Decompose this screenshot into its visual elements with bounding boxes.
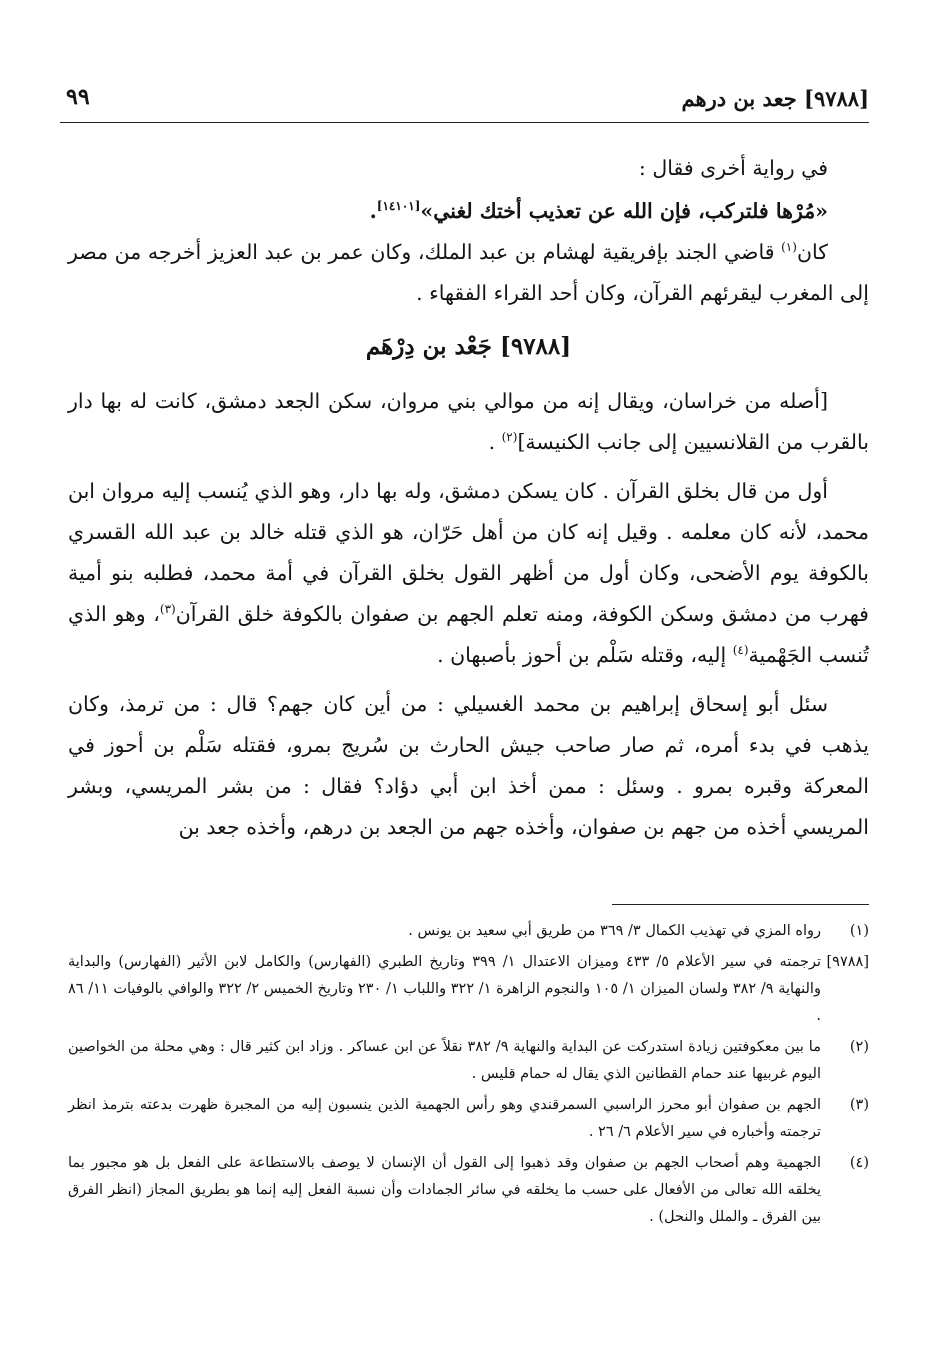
footnote-ref-4: (٤) <box>732 643 749 658</box>
paragraph-kan <box>68 232 869 314</box>
paragraph-first-c: إليه، وقتله سَلْم بن أحوز بأصبهان . <box>437 643 733 667</box>
hadith-quote <box>68 191 869 232</box>
quote-text: «مُرْها فلتركب، فإن الله عن تعذيب أختك لغني» <box>420 199 828 223</box>
footnote-marker: (٤) <box>849 1155 869 1171</box>
footnote-text: ترجمته في سير الأعلام ٥/ ٤٣٣ وميزان الاعتدال ١/ ٣٩٩ وتاريخ الطبري (الفهارس) والكامل لابن الأثير (الفهارس) والبداية والنهاية ٩/ ٣٨٢ ولسان الميزان ١/ ١٠٥ والنجوم الزاهرة ١/ ٣٢٢ واللباب ١/ ٢٣٠ وتاريخ الخميس ٢/ ٣٢٢ والوافي بالوفيات ١١/ ٨٦ . <box>68 954 822 1024</box>
footnote-ref-3: (٣) <box>159 602 176 617</box>
spacer <box>68 676 869 684</box>
paragraph-kan-start: كان <box>796 240 828 264</box>
paragraph-first-a: أول من قال بخلق القرآن . كان يسكن دمشق، وله بها دار، وهو الذي يُنسب إليه مروان ابن محمد، لأنه كان معلمه . وقيل إنه كان من أهل حَرّان، هو الذي قتله خالد بن عبد الله القسري بالكوفة يوم الأضحى، وكان أول من أظهر القول بخلق القرآن في أمة محمد، فطلبه بنو أمية فهرب من دمشق وسكن الكوفة، ومنه تعلم الجهم بن صفوان بالكوفة خلق القرآن <box>68 479 869 626</box>
footnote-text: ما بين معكوفتين زيادة استدركت عن البداية والنهاية ٩/ ٣٨٢ نقلاً عن ابن عساكر . وزاد ابن كثير قال : وهي محلة من الخواصين اليوم غربيها عند حمام القطانين الذي يقال له حمام قليس . <box>68 1039 821 1082</box>
quote-end: . <box>369 199 377 223</box>
entry-title: [٩٧٨٨] جَعْد بن دِرْهَم <box>365 333 572 360</box>
paragraph-kan-rest: قاضي الجند بإفريقية لهشام بن عبد الملك، وكان عمر بن عبد العزيز أخرجه من مصر إلى المغرب ليقرئهم القرآن، وكان أحد القراء الفقهاء . <box>68 240 869 305</box>
footnote-ref-2: (٢) <box>501 430 518 445</box>
spacer <box>68 463 869 471</box>
footnote-marker: (١) <box>849 923 869 939</box>
paragraph-origin-end: . <box>488 430 502 454</box>
footnote-entry <box>68 949 869 1030</box>
footnote-rule <box>612 904 869 905</box>
paragraph-first-b: ، وهو الذي تُنسب الجَهْمية <box>68 602 869 667</box>
page-header <box>60 82 869 123</box>
footnote-marker: (٢) <box>849 1039 869 1055</box>
paragraph-question: سئل أبو إسحاق إبراهيم بن محمد الغسيلي : من أين كان جهم؟ قال : من ترمذ، وكان يذهب في بدء أمره، ثم صار صاحب جيش الحارث بن سُريج بمرو، فقتله سَلْم بن أحوز في المعركة وقبره بمرو . وسئل : ممن أخذ ابن أبي دؤاد؟ فقال : من بشر المريسي، وبشر المريسي أخذه من جهم بن صفوان، وأخذه جهم من الجعد بن درهم، وأخذه جعد بن <box>68 692 869 839</box>
paragraph-intro: في رواية أخرى فقال : <box>638 156 828 180</box>
running-head: [٩٧٨٨] جعد بن درهم <box>681 86 869 111</box>
footnotes <box>68 918 869 1235</box>
paragraph-origin <box>68 381 869 463</box>
paragraph-first <box>68 471 869 676</box>
footnote-4 <box>68 1150 869 1231</box>
hadith-number: [١٤١٠١] <box>376 199 421 214</box>
paragraph-origin-text: [أصله من خراسان، ويقال إنه من موالي بني مروان، سكن الجعد دمشق، كانت له بها دار بالقرب من القلانسيين إلى جانب الكنيسة] <box>68 389 869 454</box>
footnote-3 <box>68 1092 869 1146</box>
footnote-text: الجهمية وهم أصحاب الجهم بن صفوان وقد ذهبوا إلى القول أن الإنسان لا يوصف بالاستطاعة على الفعل بل هو مجبور بما يخلقه الله تعالى من الأفعال على حسب ما يخلقه في سائر الجمادات وأن نسبة الفعل إليه إنما هو بطريق المجاز (انظر الفرق بين الفرق ـ والملل والنحل) . <box>68 1155 821 1225</box>
footnote-text: الجهم بن صفوان أبو محرز الراسبي السمرقندي وهو رأس الجهمية الذين ينسبون إليه من المجبرة ظهرت بدعته بترمذ انظر ترجمته وأخباره في سير الأعلام ٦/ ٢٦ . <box>68 1097 821 1140</box>
footnote-1 <box>68 918 869 945</box>
footnote-text: رواه المزي في تهذيب الكمال ٣/ ٣٦٩ من طريق أبي سعيد بن يونس . <box>408 923 821 939</box>
footnote-marker: (٣) <box>849 1097 869 1113</box>
footnote-2 <box>68 1034 869 1088</box>
main-text <box>68 148 869 848</box>
footnote-ref-1: (١) <box>781 240 797 255</box>
footnote-marker: [٩٧٨٨] <box>826 954 869 970</box>
page-number: ٩٩ <box>66 84 90 110</box>
